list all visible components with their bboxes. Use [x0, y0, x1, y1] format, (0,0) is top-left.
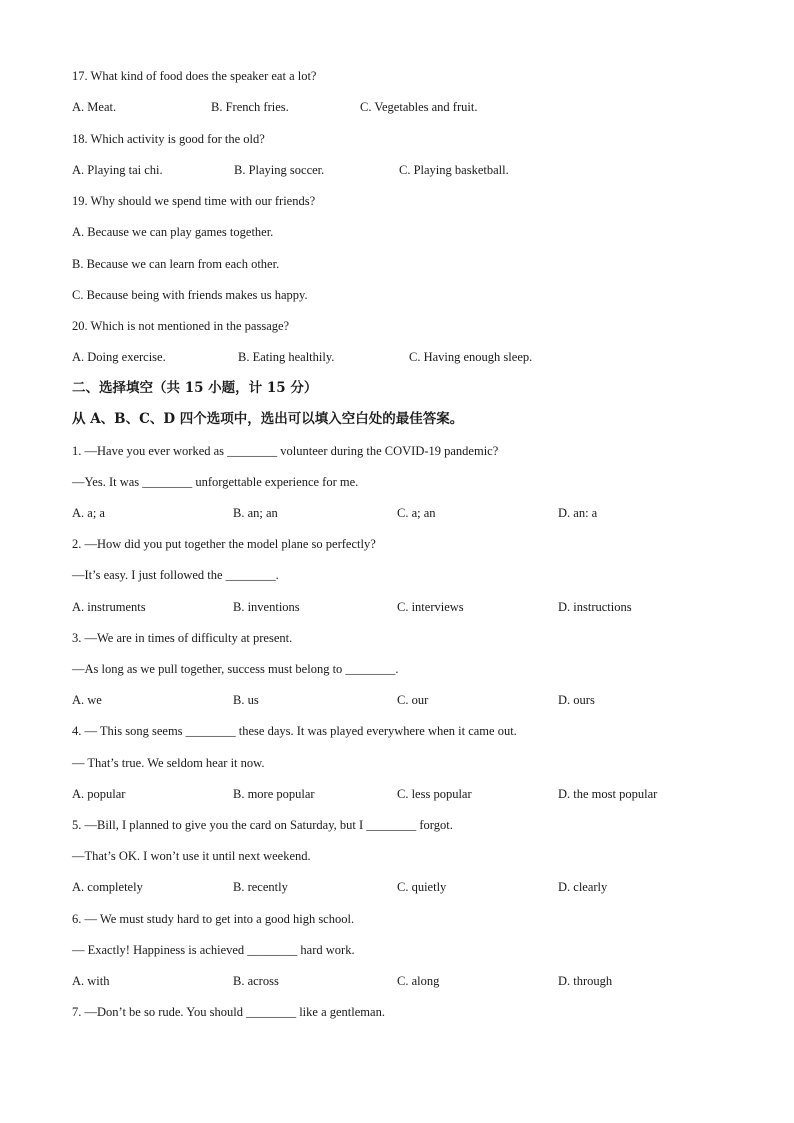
option-c: C. along — [397, 974, 440, 988]
option-a: A. Playing tai chi. — [72, 163, 163, 177]
question-3-prompt: 3. —We are in times of difficulty at present. — [72, 631, 293, 645]
option-b: B. across — [233, 974, 279, 988]
option-b: B. more popular — [233, 787, 315, 801]
option-a: A. a; a — [72, 506, 105, 520]
question-20: 20. Which is not mentioned in the passage? — [72, 319, 290, 333]
option-b: B. recently — [233, 880, 288, 894]
options-18 — [72, 162, 752, 178]
question-4-response: — That’s true. We seldom hear it now. — [72, 756, 265, 770]
option-c: C. interviews — [397, 600, 464, 614]
options-17 — [72, 99, 752, 115]
option-c: C. Vegetables and fruit. — [360, 100, 478, 114]
option-b: B. Playing soccer. — [234, 163, 325, 177]
question-7-prompt: 7. —Don’t be so rude. You should ________ like a gentleman. — [72, 1005, 385, 1019]
option-d: D. an: a — [558, 506, 598, 520]
section-instruction: 从 A、B、C、D 四个选项中，选出可以填入空白处的最佳答案。 — [72, 411, 464, 427]
question-2-response: —It’s easy. I just followed the ________. — [72, 568, 279, 582]
question-2-prompt: 2. —How did you put together the model plane so perfectly? — [72, 537, 376, 551]
option-a: A. Because we can play games together. — [72, 225, 274, 239]
options-20 — [72, 349, 752, 365]
option-a: A. Doing exercise. — [72, 350, 166, 364]
option-a: A. with — [72, 974, 110, 988]
option-b: B. us — [233, 693, 259, 707]
option-b: B. Because we can learn from each other. — [72, 257, 280, 271]
option-a: A. completely — [72, 880, 143, 894]
option-d: D. through — [558, 974, 613, 988]
question-4-prompt: 4. — This song seems ________ these days. It was played everywhere when it came out. — [72, 724, 517, 738]
question-17: 17. What kind of food does the speaker eat a lot? — [72, 69, 317, 83]
options-3 — [72, 692, 752, 708]
question-3-response: —As long as we pull together, success must belong to ________. — [72, 662, 399, 676]
question-5-response: —That’s OK. I won’t use it until next weekend. — [72, 849, 311, 863]
option-c: C. our — [397, 693, 429, 707]
option-b: B. Eating healthily. — [238, 350, 335, 364]
question-6-response: — Exactly! Happiness is achieved ________ hard work. — [72, 943, 355, 957]
option-d: D. clearly — [558, 880, 608, 894]
option-b: B. French fries. — [211, 100, 289, 114]
question-6-prompt: 6. — We must study hard to get into a good high school. — [72, 912, 355, 926]
option-a: A. popular — [72, 787, 126, 801]
options-4 — [72, 786, 752, 802]
option-c: C. Playing basketball. — [399, 163, 509, 177]
option-d: D. the most popular — [558, 787, 658, 801]
option-c: C. Because being with friends makes us happy. — [72, 288, 308, 302]
section-title: 二、选择填空（共 15 小题，计 15 分） — [72, 380, 318, 396]
options-6 — [72, 973, 752, 989]
option-c: C. less popular — [397, 787, 472, 801]
question-18: 18. Which activity is good for the old? — [72, 132, 265, 146]
question-5-prompt: 5. —Bill, I planned to give you the card on Saturday, but I ________ forgot. — [72, 818, 453, 832]
option-c: C. a; an — [397, 506, 436, 520]
option-a: A. we — [72, 693, 102, 707]
question-1-prompt: 1. —Have you ever worked as ________ volunteer during the COVID-19 pandemic? — [72, 444, 499, 458]
question-1-response: —Yes. It was ________ unforgettable experience for me. — [72, 475, 359, 489]
options-1 — [72, 505, 752, 521]
option-d: D. ours — [558, 693, 595, 707]
option-b: B. an; an — [233, 506, 278, 520]
question-19: 19. Why should we spend time with our friends? — [72, 194, 316, 208]
option-a: A. Meat. — [72, 100, 117, 114]
option-c: C. Having enough sleep. — [409, 350, 533, 364]
options-5 — [72, 879, 752, 895]
option-b: B. inventions — [233, 600, 300, 614]
option-c: C. quietly — [397, 880, 447, 894]
option-d: D. instructions — [558, 600, 632, 614]
options-2 — [72, 599, 752, 615]
option-a: A. instruments — [72, 600, 146, 614]
